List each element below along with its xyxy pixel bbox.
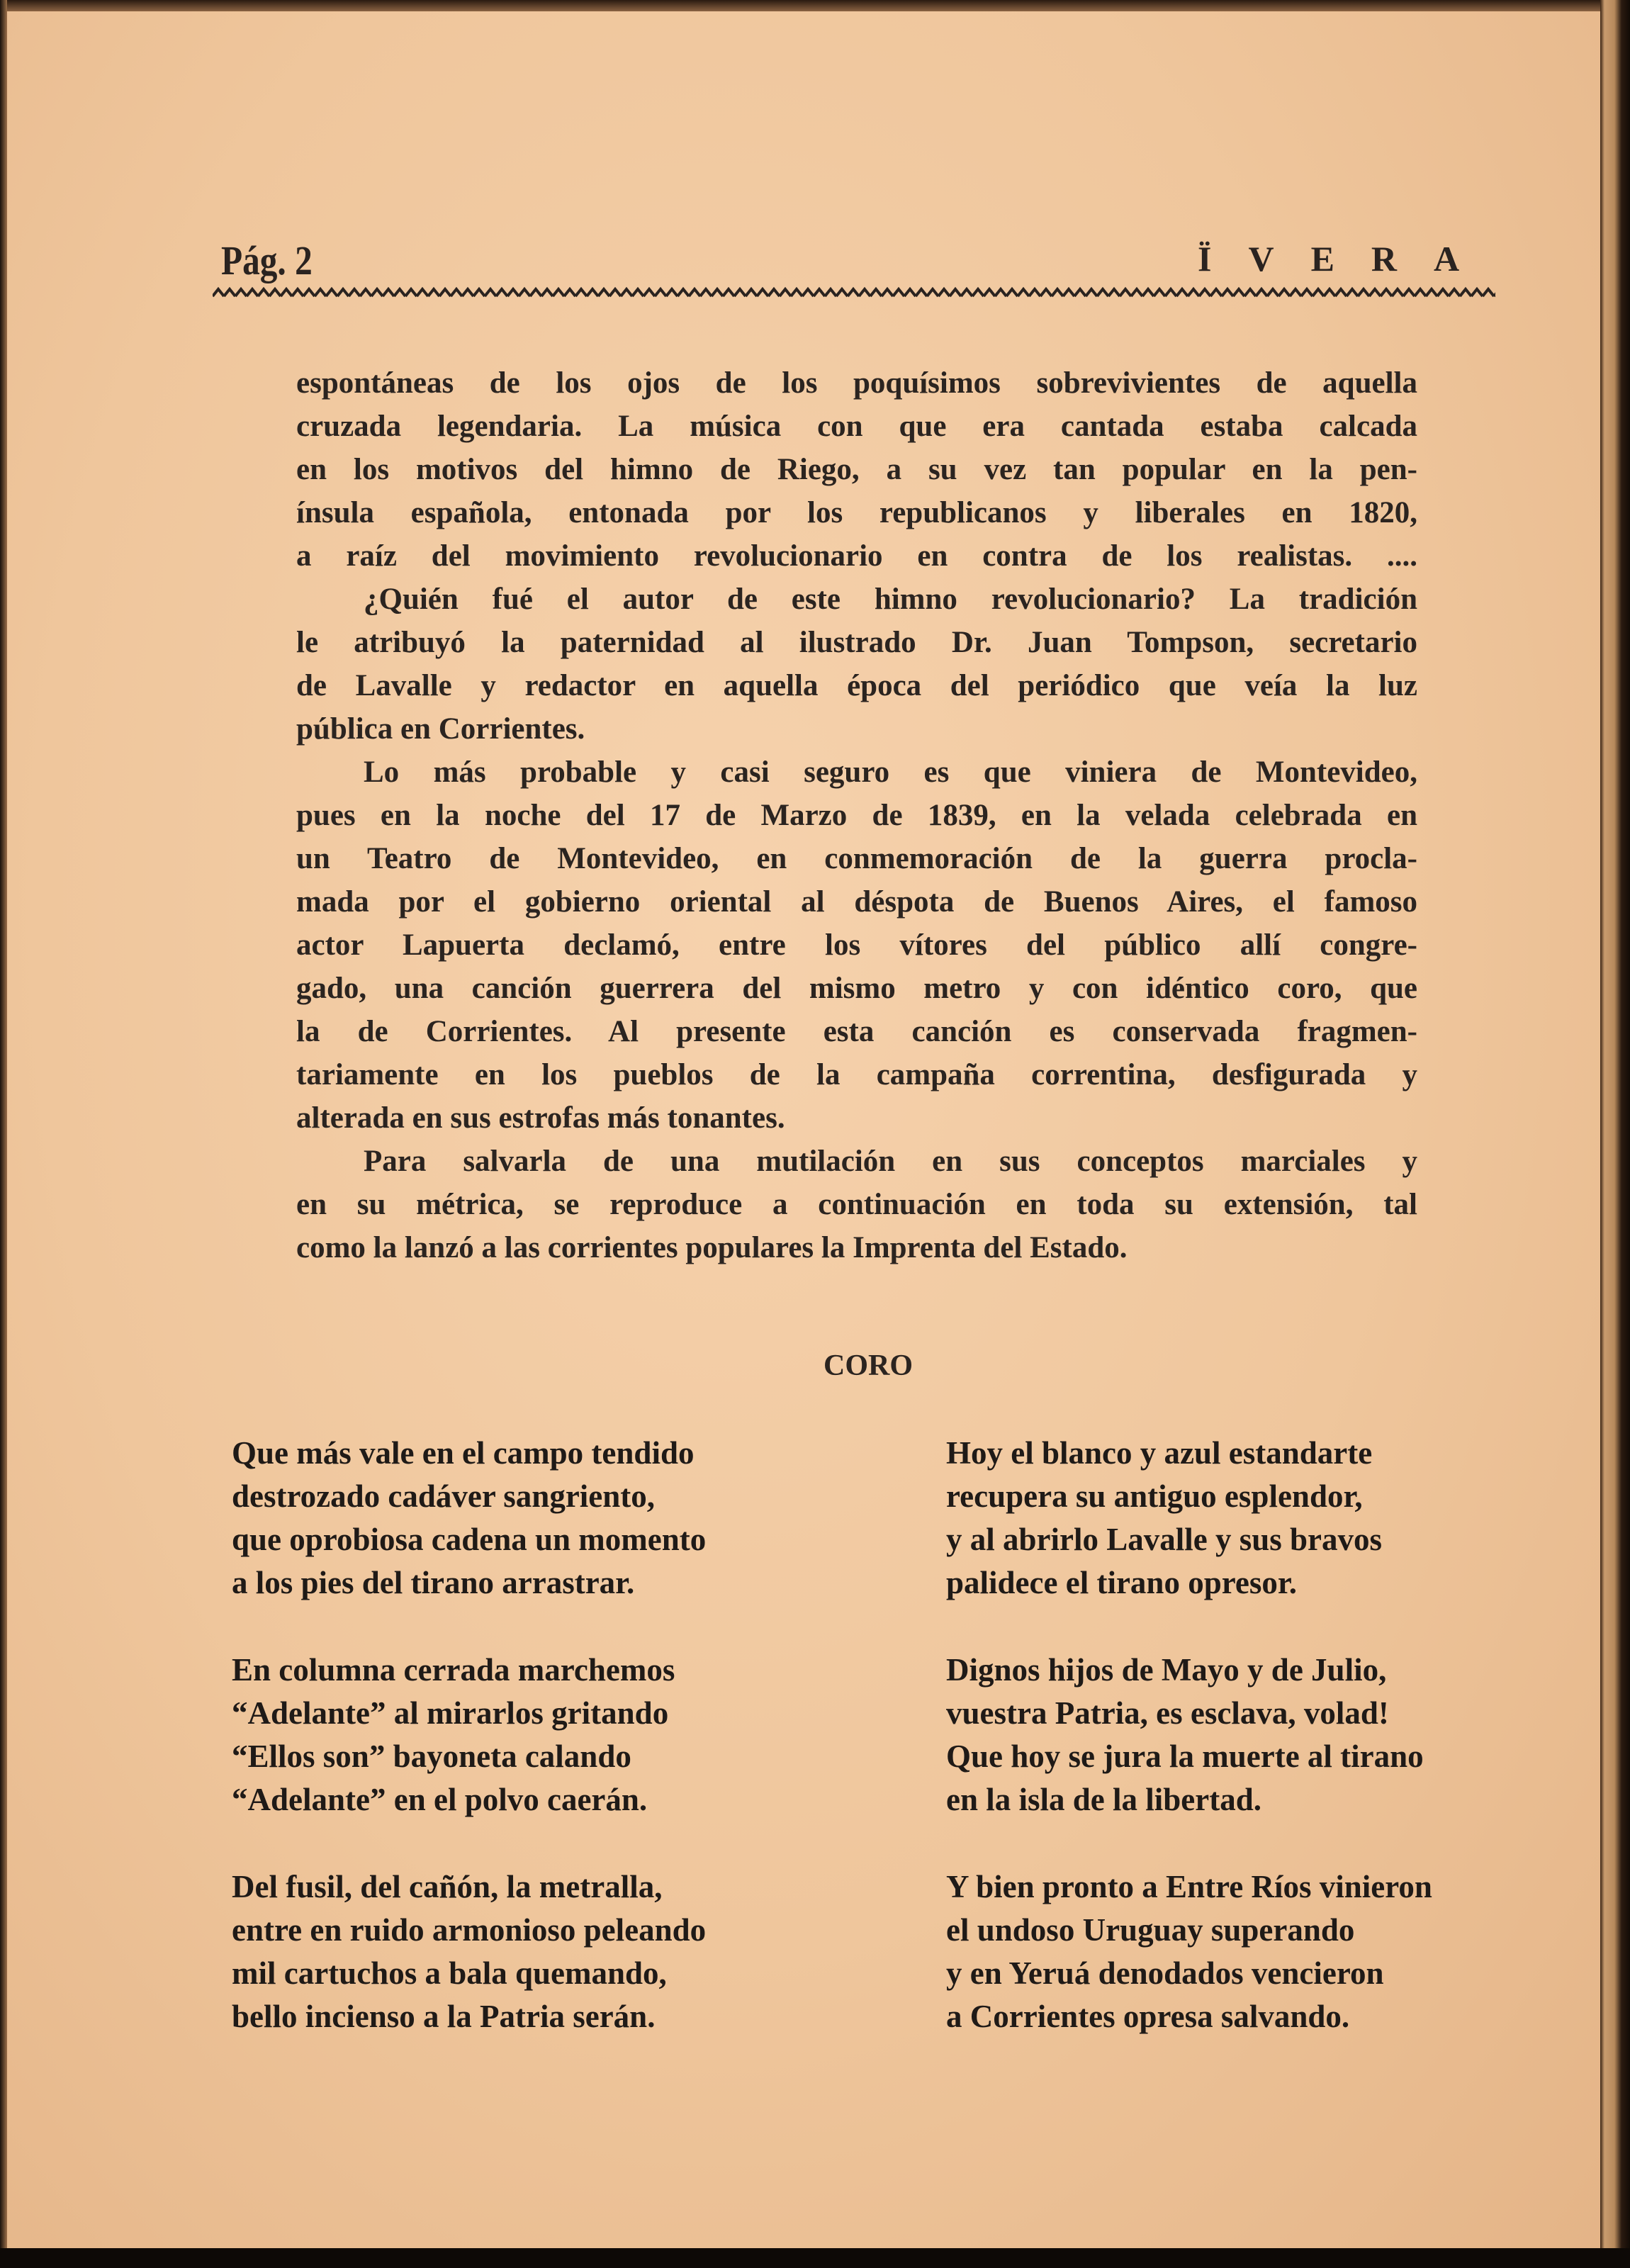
publication-title: ÏVERA (1198, 239, 1497, 279)
verse-line: “Ellos son” bayoneta calando (232, 1739, 631, 1774)
verse-line: “Adelante” al mirarlos gritando (232, 1695, 669, 1731)
chorus-heading: CORO (824, 1349, 913, 1382)
text-line: espontáneas de los ojos de los poquísimos sobrevivientes de aquella (296, 366, 1417, 400)
verse-line: bello incienso a la Patria serán. (232, 1999, 656, 2034)
verse-line: Que hoy se jura la muerte al tirano (946, 1739, 1424, 1774)
verse-line: palidece el tirano opresor. (946, 1565, 1297, 1600)
stanza (946, 1649, 1432, 1821)
text-line: cruzada legendaria. La música con que era cantada estaba calcada (296, 410, 1417, 443)
verse-line: Del fusil, del cañón, la metralla, (232, 1869, 663, 1904)
verse-line: el undoso Uruguay superando (946, 1912, 1355, 1948)
verse-line: entre en ruido armonioso peleando (232, 1912, 707, 1948)
page-number: Pág. 2 (221, 237, 313, 284)
text-line: Lo más probable y casi seguro es que viniera de Montevideo, (364, 756, 1417, 789)
stanza (946, 1432, 1432, 1605)
verse-line: y en Yeruá denodados vencieron (946, 1955, 1384, 1991)
scan-edge-left (0, 0, 7, 2268)
poem-right-column (946, 1432, 1432, 2082)
verse-line: En columna cerrada marchemos (232, 1652, 675, 1688)
verse-line: a Corrientes opresa salvando. (946, 1999, 1350, 2034)
verse-line: a los pies del tirano arrastrar. (232, 1565, 635, 1600)
verse-line: Hoy el blanco y azul estandarte (946, 1435, 1373, 1471)
verse-line: vuestra Patria, es esclava, volad! (946, 1695, 1389, 1731)
verse-line: Que más vale en el campo tendido (232, 1435, 695, 1471)
scan-edge-right (1600, 0, 1630, 2268)
text-line: en su métrica, se reproduce a continuación en toda su extensión, tal (296, 1188, 1417, 1221)
text-line: como la lanzó a las corrientes populares la Imprenta del Estado. (296, 1231, 1128, 1264)
stanza (232, 1865, 706, 2038)
text-line: de Lavalle y redactor en aquella época del periódico que veía la luz (296, 669, 1417, 702)
text-line: un Teatro de Montevideo, en conmemoración de la guerra procla- (296, 842, 1417, 875)
text-line: tariamente en los pueblos de la campaña correntina, desfigurada y (296, 1058, 1417, 1091)
text-line: le atribuyó la paternidad al ilustrado Dr. Juan Tompson, secretario (296, 626, 1417, 659)
text-line: actor Lapuerta declamó, entre los vítores del público allí congre- (296, 928, 1417, 962)
article-body (296, 361, 1417, 1269)
text-line: pues en la noche del 17 de Marzo de 1839, en la velada celebrada en (296, 799, 1417, 832)
text-line: en los motivos del himno de Riego, a su vez tan popular en la pen- (296, 453, 1417, 486)
wavy-rule-divider (213, 286, 1495, 301)
text-line: ¿Quién fué el autor de este himno revolucionario? La tradición (364, 583, 1417, 616)
scan-edge-bottom (0, 2248, 1630, 2268)
stanza (946, 1865, 1432, 2038)
poem-left-column (232, 1432, 706, 2082)
stanza (232, 1432, 706, 1605)
text-line: la de Corrientes. Al presente esta canción es conservada fragmen- (296, 1015, 1417, 1048)
text-line: a raíz del movimiento revolucionario en contra de los realistas. .... (296, 539, 1417, 573)
verse-line: y al abrirlo Lavalle y sus bravos (946, 1522, 1383, 1557)
text-line: pública en Corrientes. (296, 712, 585, 746)
text-line: alterada en sus estrofas más tonantes. (296, 1101, 785, 1135)
verse-line: en la isla de la libertad. (946, 1782, 1262, 1817)
verse-line: Dignos hijos de Mayo y de Julio, (946, 1652, 1387, 1688)
text-line: gado, una canción guerrera del mismo metro y con idéntico coro, que (296, 972, 1417, 1005)
verse-line: recupera su antiguo esplendor, (946, 1478, 1363, 1514)
scan-edge-top (0, 0, 1630, 11)
text-line: Para salvarla de una mutilación en sus conceptos marciales y (364, 1145, 1417, 1178)
stanza (232, 1649, 706, 1821)
text-line: ínsula española, entonada por los republicanos y liberales en 1820, (296, 496, 1417, 529)
text-line: mada por el gobierno oriental al déspota de Buenos Aires, el famoso (296, 885, 1417, 919)
verse-line: que oprobiosa cadena un momento (232, 1522, 707, 1557)
verse-line: “Adelante” en el polvo caerán. (232, 1782, 648, 1817)
verse-line: mil cartuchos a bala quemando, (232, 1955, 667, 1991)
verse-line: Y bien pronto a Entre Ríos vinieron (946, 1869, 1432, 1904)
verse-line: destrozado cadáver sangriento, (232, 1478, 656, 1514)
